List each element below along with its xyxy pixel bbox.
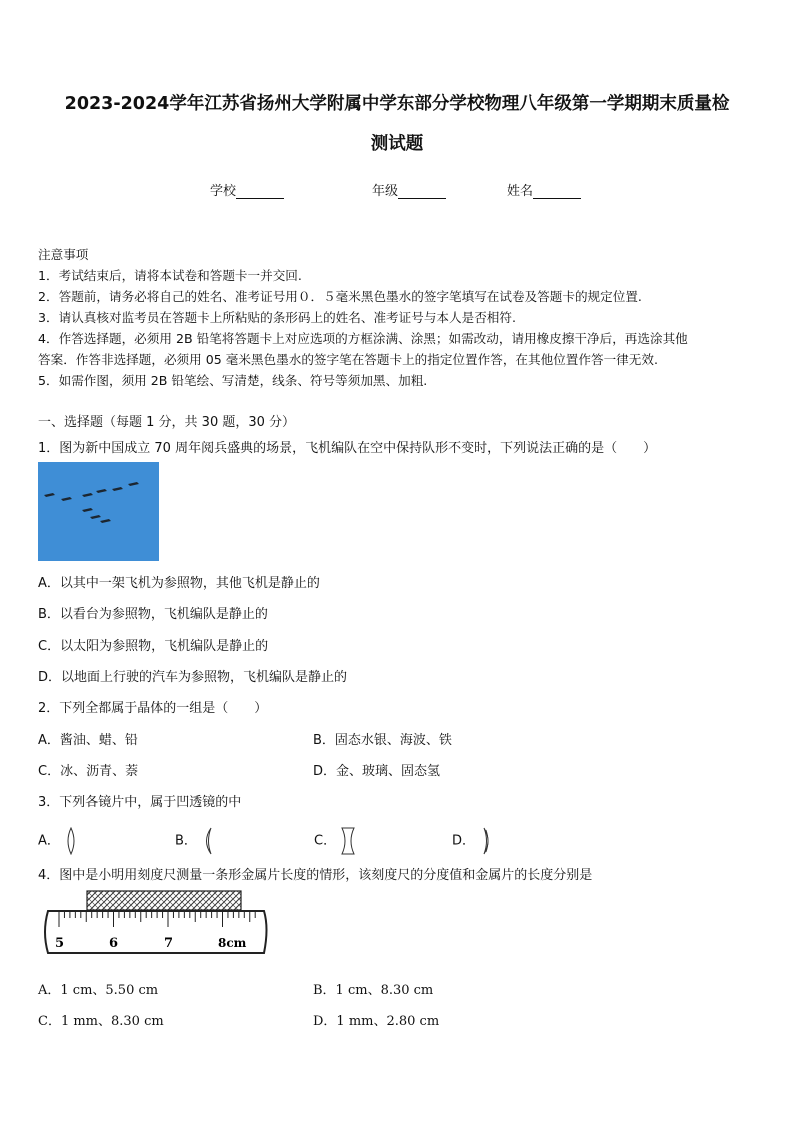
question-3-option-b: [175, 827, 215, 855]
question-2-option-b: B．固态水银、海波、铁: [313, 733, 452, 748]
ruler-figure: [38, 890, 270, 956]
question-3-option-a-label: A．: [38, 833, 60, 849]
aircraft-formation-image: [38, 462, 159, 561]
note-item-3: 3．请认真核对监考员在答题卡上所粘贴的条形码上的姓名、准考证号与本人是否相符.: [38, 310, 516, 325]
ruler-label-8cm: 8cm: [218, 936, 247, 950]
question-4-option-d: D．1 mm、2.80 cm: [313, 1014, 440, 1029]
school-field: [210, 180, 284, 199]
note-item-4: 4．作答选择题，必须用 2B 铅笔将答题卡上对应选项的方框涂满、涂黑；如需改动，请用橡皮擦干净后，再选涂其他: [38, 331, 688, 346]
question-4-option-b: B．1 cm、8.30 cm: [313, 983, 434, 998]
name-blank: [533, 184, 581, 199]
note-item-5: 5．如需作图，须用 2B 铅笔绘、写清楚，线条、符号等须加黑、加粗.: [38, 373, 428, 388]
question-2-stem: 2．下列全都属于晶体的一组是（ ）: [38, 701, 268, 716]
question-1-option-d: D．以地面上行驶的汽车为参照物，飞机编队是静止的: [38, 670, 348, 685]
question-3-option-b-label: B．: [175, 833, 197, 849]
question-1-option-a: A．以其中一架飞机为参照物，其他飞机是静止的: [38, 576, 320, 591]
meniscus-lens-icon: [479, 827, 493, 855]
question-4-stem: 4．图中是小明用刻度尺测量一条形金属片长度的情形，该刻度尺的分度值和金属片的长度分别是: [38, 868, 593, 883]
school-label: 学校: [210, 184, 237, 199]
ruler-diagram: [38, 890, 270, 956]
question-2-option-d: D．金、玻璃、固态氢: [313, 764, 441, 779]
notes-heading: 注意事项: [38, 247, 89, 262]
question-4-option-c: C．1 mm、8.30 cm: [38, 1014, 164, 1029]
convex-lens-icon: [64, 827, 78, 855]
concave-lens-icon: [340, 827, 356, 855]
note-item-2: 2．答题前，请务必将自己的姓名、准考证号用０．５毫米黑色墨水的签字笔填写在试卷及答题卡的规定位置.: [38, 289, 642, 304]
grade-field: [372, 180, 446, 199]
question-3-option-c-label: C．: [314, 833, 337, 849]
school-blank: [236, 184, 284, 199]
question-3-option-a: [38, 827, 78, 855]
name-field: [507, 180, 581, 199]
meniscus-lens-icon: [201, 827, 215, 855]
note-item-4-cont: 答案．作答非选择题，必须用 05 毫米黑色墨水的签字笔在答题卡上的指定位置作答，在其他位置作答一律无效.: [38, 352, 658, 367]
metal-strip: [87, 891, 241, 910]
question-3-stem: 3．下列各镜片中，属于凹透镜的中: [38, 795, 242, 810]
ruler-label-6: 6: [109, 936, 119, 951]
question-1-option-c: C．以太阳为参照物，飞机编队是静止的: [38, 639, 269, 654]
question-3-option-d: [452, 827, 493, 855]
aircraft-formation-photo: [38, 462, 159, 561]
question-1-option-b: B．以看台为参照物，飞机编队是静止的: [38, 607, 268, 622]
grade-blank: [398, 184, 446, 199]
grade-label: 年级: [372, 184, 399, 199]
question-3-option-d-label: D．: [452, 833, 476, 849]
question-1-stem: 1．图为新中国成立 70 周年阅兵盛典的场景，飞机编队在空中保持队形不变时，下列说法正确的是（ ）: [38, 441, 657, 456]
question-3-option-c: [314, 827, 356, 855]
page-title-line1: 2023-2024学年江苏省扬州大学附属中学东部分学校物理八年级第一学期期末质量检: [64, 94, 730, 114]
ruler-label-5: 5: [55, 936, 65, 951]
question-2-option-c: C．冰、沥青、萘: [38, 764, 139, 779]
section-heading: 一、选择题（每题 1 分，共 30 题，30 分）: [38, 415, 296, 430]
note-item-1: 1．考试结束后，请将本试卷和答题卡一并交回.: [38, 268, 302, 283]
name-label: 姓名: [507, 184, 534, 199]
question-4-option-a: A．1 cm、5.50 cm: [38, 983, 159, 998]
ruler-label-7: 7: [164, 936, 174, 951]
page-title-line2: 测试题: [370, 134, 424, 154]
question-2-option-a: A．酱油、蜡、铅: [38, 733, 138, 748]
